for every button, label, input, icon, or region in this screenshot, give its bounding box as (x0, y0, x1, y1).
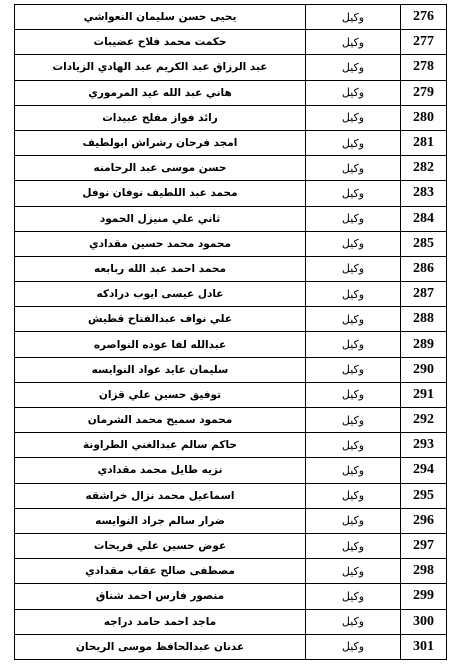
full-name-cell: علي نواف عبدالفتاح قطيش (15, 307, 306, 332)
rank-cell: وكيل (306, 609, 401, 634)
personnel-table (14, 4, 447, 660)
row-number: 279 (401, 80, 447, 105)
row-number: 291 (401, 382, 447, 407)
rank-cell: وكيل (306, 156, 401, 181)
full-name-cell: محمد عبد اللطيف نوفان نوفل (15, 181, 306, 206)
full-name-cell: هاني عبد الله عيد المرموري (15, 80, 306, 105)
rank-cell: وكيل (306, 181, 401, 206)
rank-cell: وكيل (306, 433, 401, 458)
full-name-cell: حسن موسى عبد الرحامنه (15, 156, 306, 181)
table-row (15, 30, 447, 55)
full-name-cell: حكمت محمد فلاح عضيبات (15, 30, 306, 55)
full-name-cell: عبد الرزاق عبد الكريم عبد الهادي الزيادات (15, 55, 306, 80)
table-row (15, 332, 447, 357)
row-number: 299 (401, 584, 447, 609)
table-row (15, 105, 447, 130)
row-number: 285 (401, 231, 447, 256)
full-name-cell: حاكم سالم عبدالغني الطراونة (15, 433, 306, 458)
rank-cell: وكيل (306, 508, 401, 533)
full-name-cell: محمود سميح محمد الشرمان (15, 408, 306, 433)
table-row (15, 80, 447, 105)
table-row (15, 307, 447, 332)
table-row (15, 508, 447, 533)
full-name-cell: عادل عيسى ايوب درادكه (15, 282, 306, 307)
rank-cell: وكيل (306, 5, 401, 30)
full-name-cell: ضرار سالم جراد النوايسه (15, 508, 306, 533)
row-number: 297 (401, 533, 447, 558)
row-number: 278 (401, 55, 447, 80)
table-row (15, 357, 447, 382)
full-name-cell: محمد احمد عبد الله ربابعه (15, 256, 306, 281)
rank-cell: وكيل (306, 382, 401, 407)
personnel-list-sheet (14, 4, 446, 660)
row-number: 286 (401, 256, 447, 281)
table-row (15, 282, 447, 307)
table-row (15, 5, 447, 30)
table-row (15, 433, 447, 458)
table-row (15, 206, 447, 231)
table-row (15, 130, 447, 155)
row-number: 281 (401, 130, 447, 155)
rank-cell: وكيل (306, 332, 401, 357)
full-name-cell: سليمان عايد عواد النوايسه (15, 357, 306, 382)
rank-cell: وكيل (306, 105, 401, 130)
row-number: 288 (401, 307, 447, 332)
full-name-cell: مصطفى صالح عقاب مقدادي (15, 559, 306, 584)
rank-cell: وكيل (306, 408, 401, 433)
full-name-cell: امجد فرحان رشراش ابولطيف (15, 130, 306, 155)
table-row (15, 55, 447, 80)
row-number: 290 (401, 357, 447, 382)
row-number: 287 (401, 282, 447, 307)
full-name-cell: عدنان عبدالحافظ موسى الريحان (15, 634, 306, 659)
rank-cell: وكيل (306, 282, 401, 307)
rank-cell: وكيل (306, 55, 401, 80)
rank-cell: وكيل (306, 256, 401, 281)
full-name-cell: اسماعيل محمد نزال خراشقه (15, 483, 306, 508)
table-row (15, 256, 447, 281)
row-number: 284 (401, 206, 447, 231)
table-row (15, 382, 447, 407)
rank-cell: وكيل (306, 206, 401, 231)
rank-cell: وكيل (306, 30, 401, 55)
row-number: 295 (401, 483, 447, 508)
rank-cell: وكيل (306, 307, 401, 332)
table-row (15, 609, 447, 634)
row-number: 289 (401, 332, 447, 357)
row-number: 277 (401, 30, 447, 55)
table-row (15, 408, 447, 433)
rank-cell: وكيل (306, 357, 401, 382)
row-number: 276 (401, 5, 447, 30)
rank-cell: وكيل (306, 559, 401, 584)
row-number: 296 (401, 508, 447, 533)
row-number: 292 (401, 408, 447, 433)
rank-cell: وكيل (306, 130, 401, 155)
row-number: 280 (401, 105, 447, 130)
rank-cell: وكيل (306, 80, 401, 105)
table-row (15, 634, 447, 659)
table-row (15, 584, 447, 609)
rank-cell: وكيل (306, 458, 401, 483)
row-number: 301 (401, 634, 447, 659)
row-number: 282 (401, 156, 447, 181)
row-number: 298 (401, 559, 447, 584)
full-name-cell: عوض حسين علي فريحات (15, 533, 306, 558)
table-row (15, 559, 447, 584)
full-name-cell: ماجد احمد حامد دراجه (15, 609, 306, 634)
row-number: 283 (401, 181, 447, 206)
table-row (15, 231, 447, 256)
table-row (15, 458, 447, 483)
full-name-cell: عبدالله لفا عوده النواصره (15, 332, 306, 357)
full-name-cell: توفيق حسين علي قزان (15, 382, 306, 407)
rank-cell: وكيل (306, 483, 401, 508)
row-number: 300 (401, 609, 447, 634)
rank-cell: وكيل (306, 231, 401, 256)
personnel-table-body (15, 5, 447, 660)
full-name-cell: يحيى حسن سليمان النعواشي (15, 5, 306, 30)
rank-cell: وكيل (306, 634, 401, 659)
table-row (15, 156, 447, 181)
full-name-cell: نزيه طايل محمد مقدادي (15, 458, 306, 483)
full-name-cell: ثاني علي منيزل الحمود (15, 206, 306, 231)
table-row (15, 483, 447, 508)
row-number: 293 (401, 433, 447, 458)
table-row (15, 533, 447, 558)
table-row (15, 181, 447, 206)
full-name-cell: محمود محمد حسين مقدادي (15, 231, 306, 256)
rank-cell: وكيل (306, 584, 401, 609)
row-number: 294 (401, 458, 447, 483)
full-name-cell: رائد فواز مفلح عبيدات (15, 105, 306, 130)
full-name-cell: منصور فارس احمد شناق (15, 584, 306, 609)
rank-cell: وكيل (306, 533, 401, 558)
